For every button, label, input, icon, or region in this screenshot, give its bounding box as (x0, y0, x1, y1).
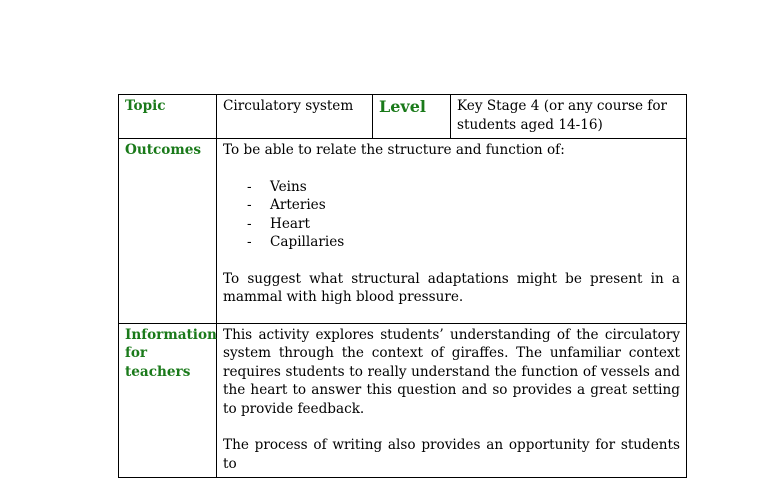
topic-label-cell (119, 95, 217, 139)
outcomes-intro: To be able to relate the structure and function of: (223, 142, 565, 158)
level-label-cell (373, 95, 451, 139)
lesson-info-table (118, 94, 687, 478)
topic-value: Circulatory system (223, 98, 354, 114)
info-label-cell (119, 323, 217, 478)
list-item: - Veins (247, 178, 680, 197)
outcomes-label-cell (119, 139, 217, 324)
level-value: Key Stage 4 (or any course for students aged 14-16) (457, 98, 668, 133)
list-item: - Capillaries (247, 233, 680, 252)
outcomes-content-cell (217, 139, 687, 324)
info-paragraph-1: This activity explores students’ understanding of the circulatory system through the context of giraffes. The unfamiliar context requires students to really understand the function of vessels and the heart to answer this question and so provides a great setting to provide feedback. (223, 326, 680, 417)
level-label: Level (379, 97, 426, 116)
outcomes-row (119, 139, 687, 324)
info-paragraph-2: The process of writing also provides an opportunity for students to (223, 437, 680, 472)
list-item: - Arteries (247, 196, 680, 215)
topic-label: Topic (125, 98, 166, 114)
topic-row (119, 95, 687, 139)
level-value-cell (451, 95, 687, 139)
info-row (119, 323, 687, 478)
outcomes-followup: To suggest what structural adaptations might be present in a mammal with high blood pressure. (223, 270, 680, 305)
info-label: Information for teachers (125, 326, 217, 380)
outcomes-label: Outcomes (125, 142, 202, 158)
topic-value-cell (217, 95, 373, 139)
list-item: - Heart (247, 215, 680, 234)
info-content-cell (217, 323, 687, 478)
outcomes-list (223, 178, 680, 252)
